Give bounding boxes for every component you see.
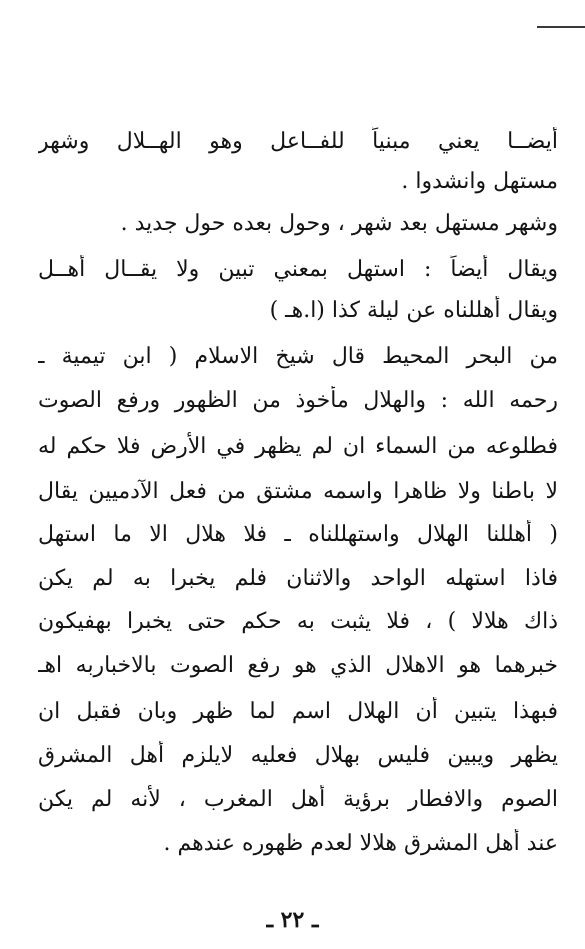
text-line-12: ذاك هلالا ) ، فلا يثبت به حكم حتى يخبرا بهفيكون xyxy=(38,609,558,634)
text-line-6: من البحر المحيط قال شيخ الاسلام ( ابن تيمية ـ xyxy=(38,344,558,369)
text-line-4: ويقال أيضاً : استهل بمعني تبين ولا يقــال أهــل xyxy=(38,257,558,282)
text-line-7: رحمه الله : والهلال مأخوذ من الظهور ورفع الصوت xyxy=(38,388,558,413)
text-line-9: لا باطنا ولا ظاهرا واسمه مشتق من فعل الآدميين يقال xyxy=(38,479,558,504)
text-line-8: فطلوعه من السماء ان لم يظهر في الأرض فلا حكم له xyxy=(38,434,558,459)
text-line-14: فبهذا يتبين أن الهلال اسم لما ظهر وبان فقبل ان xyxy=(38,699,558,724)
text-line-11: فاذا استهله الواحد والاثنان فلم يخبرا به لم يكن xyxy=(38,566,558,591)
text-line-1: أيضــا يعني مبنياً للفــاعل وهو الهــلال وشهر xyxy=(38,129,558,154)
text-line-3: وشهر مستهل بعد شهر ، وحول بعده حول جديد . xyxy=(120,211,558,236)
text-line-5: ويقال أهللناه عن ليلة كذا (ا.هـ ) xyxy=(269,298,558,323)
text-line-16: الصوم والافطار برؤية أهل المغرب ، لأنه لم يكن xyxy=(38,787,558,812)
text-line-17: عند أهل المشرق هلالا لعدم ظهوره عندهم . xyxy=(163,831,558,856)
text-line-2: مستهل وانشدوا . xyxy=(401,169,558,194)
page-number: ـ ٢٢ ـ xyxy=(266,907,319,933)
text-line-15: يظهر ويبين فليس بهلال فعليه لايلزم أهل المشرق xyxy=(38,743,558,768)
text-line-10: ( أهللنا الهلال واستهللناه ـ فلا هلال الا ما استهل xyxy=(38,522,558,547)
text-line-13: خبرهما هو الاهلال الذي هو رفع الصوت بالاخباربه اهـ xyxy=(38,653,558,678)
